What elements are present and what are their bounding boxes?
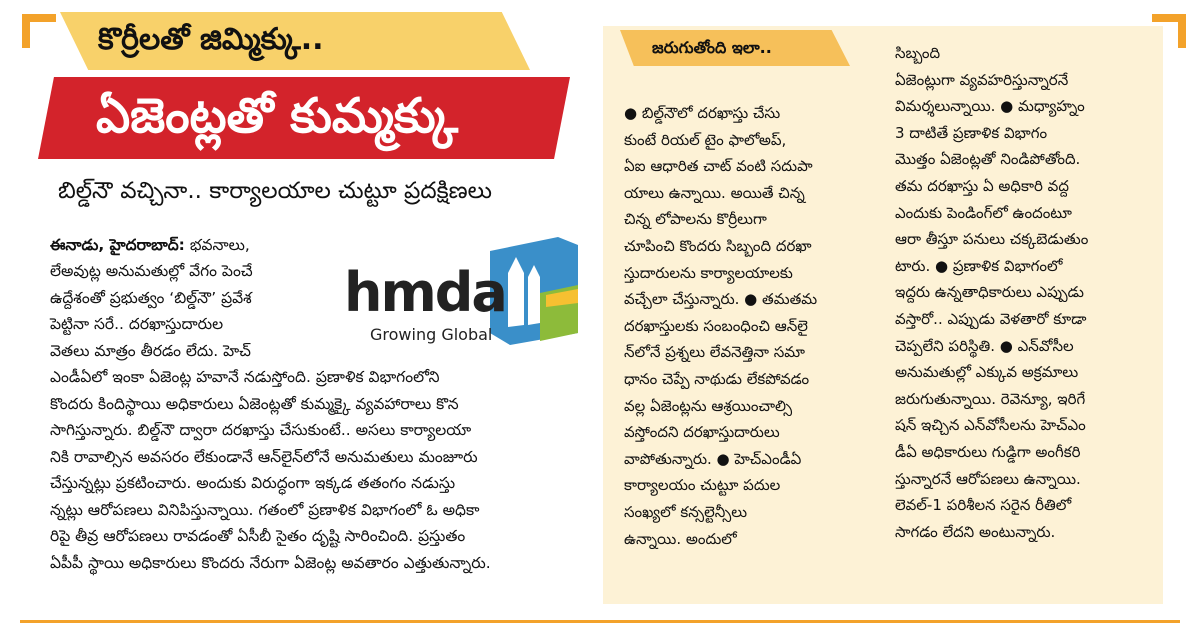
sidebar-line: వాపోతున్నారు. ● హెచ్‌ఎండీఏ — [624, 449, 802, 468]
body-line — [50, 232, 250, 259]
sidebar-line: ధానం చెప్పే నాథుడు లేకపోవడం — [624, 369, 810, 388]
sidebar-line: సాగడం లేదని అంటున్నారు. — [895, 522, 1056, 541]
sidebar-line: స్తుదారులను కార్యాలయాలకు — [624, 263, 793, 282]
sidebar-line: న్‌లోనే ప్రశ్నలు లేవనెత్తినా సమా — [624, 343, 805, 362]
sidebar-line: విమర్శలున్నాయి. ● మధ్యాహ్నం — [895, 97, 1085, 116]
sidebar-column-2 — [895, 40, 1088, 545]
sidebar-line: షన్‌ ఇచ్చిన ఎన్‌వోసీలను హెచ్‌ఎం — [895, 416, 1086, 435]
body-line: ఉద్దేశంతో ప్రభుత్వం ‘బిల్డ్‌నౌ’ ప్రవేశ — [50, 289, 252, 307]
sidebar-line: ఎందుకు పెండింగ్‌లో ఉందంటూ — [895, 203, 1072, 222]
sidebar-line: ఇద్దరు ఉన్నతాధికారులు ఎప్పుడు — [895, 283, 1084, 302]
sidebar-line: ● బిల్డ్‌నౌలో దరఖాస్తు చేసు — [624, 104, 781, 122]
sidebar-line: వల్ల ఏజెంట్లను ఆశ్రయించాల్సి — [624, 396, 793, 415]
sidebar-line: డీఏ అధికారులు గుడ్డిగా అంగీకరి — [895, 442, 1081, 461]
sidebar-line: ఏఐ ఆధారిత చాట్‌ వంటి సదుపా — [624, 157, 813, 176]
sidebar-line: తమ దరఖాస్తు ఏ అధికారి వద్ద — [895, 176, 1069, 195]
body-line: ఎండీఏలో ఇంకా ఏజెంట్ల హవానే నడుస్తోంది. ప్రణాళిక విభాగంలోని — [50, 368, 440, 386]
kicker-text: కొర్రీలతో జిమ్మిక్కు.. — [98, 22, 324, 57]
sidebar-line: కుంటే రియల్‌ టైం ఫాలోఅప్‌, — [624, 130, 787, 149]
sidebar-line: స్తున్నారనే ఆరోపణలు ఉన్నాయి. — [895, 469, 1081, 488]
body-line: నికి రావాల్సిన అవసరం లేకుండానే ఆన్‌లైన్‌లోనే అనుమతులు మంజూరు — [50, 448, 478, 466]
sidebar-line: సిబ్బంది — [895, 44, 941, 62]
body-line: లేఅవుట్ల అనుమతుల్లో వేగం పెంచే — [50, 262, 253, 280]
body-line: పెట్టినా సరే.. దరఖాస్తుదారుల — [50, 315, 224, 333]
sidebar-line: టారు. ● ప్రణాళిక విభాగంలో — [895, 256, 1063, 275]
body-line: చేస్తున్నట్లు ప్రకటించారు. అందుకు విరుద్ధంగా ఇక్కడ తతంగం నడుస్తు — [50, 474, 456, 492]
body-line: కొందరు కిందిస్థాయి అధికారులు ఏజెంట్లతో కుమ్మక్కై వ్యవహారాలు కొన — [50, 395, 459, 413]
subheadline: బిల్డ్‌నౌ వచ్చినా.. కార్యాలయాల చుట్టూ ప్రదక్షిణలు — [58, 178, 492, 204]
dateline: ఈనాడు, హైదరాబాద్‌: — [50, 236, 185, 254]
sidebar-line: జరుగుతున్నాయి. రెవెన్యూ, ఇరిగే — [895, 389, 1086, 408]
sidebar-line: అనుమతుల్లో ఎక్కువ అక్రమాలు — [895, 363, 1079, 382]
headline-text: ఏజెంట్లతో కుమ్మక్కు — [96, 88, 459, 144]
body-line: రిపై తీవ్ర ఆరోపణలు రావడంతో ఏసీబీ సైతం దృష్టి సారించింది. ప్రస్తుతం — [50, 527, 466, 545]
sidebar-line: యాలు ఉన్నాయి. అయితే చిన్న — [624, 183, 805, 202]
sidebar-column-1 — [624, 100, 817, 552]
body-line: ఏపీపీ స్థాయి అధికారులు కొందరు నేరుగా ఏజెంట్ల అవతారం ఎత్తుతున్నారు. — [50, 554, 491, 572]
sidebar-line: మొత్తం ఏజెంట్లతో నిండిపోతోంది. — [895, 150, 1081, 169]
logo-tagline: Growing Global — [370, 325, 493, 344]
body-line: సాగిస్తున్నారు. బిల్డ్‌నౌ ద్వారా దరఖాస్తు చేసుకుంటే.. అసలు కార్యాలయా — [50, 421, 472, 439]
sidebar-line: దరఖాస్తులకు సంబంధించి ఆన్‌లై — [624, 316, 808, 335]
sidebar-line: ఏజెంట్లుగా వ్యవహరిస్తున్నారనే — [895, 70, 1069, 89]
hmda-logo — [340, 233, 590, 351]
logo-wordmark: hmda — [344, 261, 506, 324]
body-line: వెతలు మాత్రం తీరడం లేదు. హెచ్‌ — [50, 342, 251, 360]
bottom-rule — [20, 620, 1180, 623]
sidebar-line: ఉన్నాయి. అందులో — [624, 529, 737, 548]
sidebar-line: ఆరా తీస్తూ పనులు చక్కబెడుతుం — [895, 230, 1089, 249]
sidebar-line: వచ్చేలా చేస్తున్నారు. ● తమతమ — [624, 290, 818, 309]
corner-bracket-left — [22, 14, 56, 48]
body-line: న్నట్లు ఆరోపణలు వినిపిస్తున్నాయి. గతంలో ప్రణాళిక విభాగంలో ఓ అధికా — [50, 501, 480, 519]
sidebar-line: చెప్పలేని పరిస్థితి. ● ఎన్‌వోసీల — [895, 336, 1074, 355]
sidebar-line: చిన్న లోపాలను కొర్రీలుగా — [624, 210, 767, 229]
sidebar-line: వస్తోందని దరఖాస్తుదారులు — [624, 423, 780, 442]
body-text: భవనాలు, — [189, 236, 250, 254]
sidebar-line: చూపించి కొందరు సిబ్బంది దరఖా — [624, 236, 812, 255]
sidebar-line: 3 దాటితే ప్రణాళిక విభాగం — [895, 123, 1048, 142]
sidebar-line: లెవల్‌-1 పరిశీలన సరైన రీతిలో — [895, 496, 1072, 515]
sidebar-heading: జరుగుతోంది ఇలా.. — [652, 38, 772, 57]
sidebar-line: సంఖ్యలో కన్సల్టెన్సీలు — [624, 502, 748, 521]
sidebar-line: కార్యాలయం చుట్టూ పదుల — [624, 476, 781, 495]
sidebar-line: వస్తారో.. ఎప్పుడు వెళతారో కూడా — [895, 309, 1087, 328]
